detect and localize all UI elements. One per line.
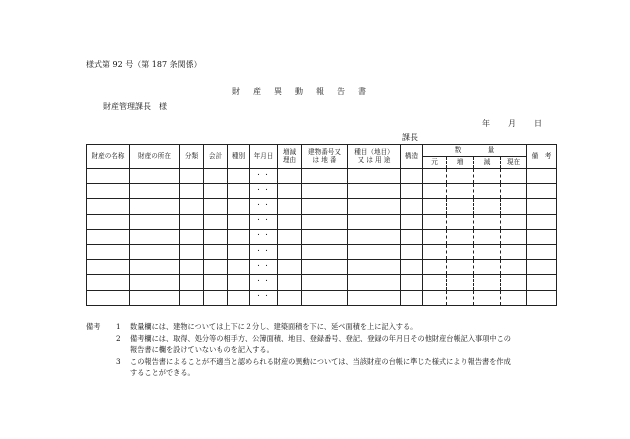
- table-cell: [302, 169, 348, 184]
- table-row: [87, 244, 557, 259]
- col-header-name: 財産の名称: [87, 145, 130, 169]
- table-cell: [401, 229, 423, 244]
- table-cell: [474, 260, 501, 275]
- title-char: 報: [316, 87, 324, 96]
- title-char: 動: [295, 87, 303, 96]
- table-cell: [447, 290, 474, 305]
- table-cell: [180, 290, 204, 305]
- table-cell: ・・: [250, 184, 278, 199]
- table-cell: [348, 199, 401, 214]
- header-line: 建物番号又: [308, 147, 341, 156]
- table-cell: [278, 214, 302, 229]
- table-cell: [501, 184, 527, 199]
- table-cell: [474, 244, 501, 259]
- note-continuation: [86, 344, 511, 356]
- table-cell: [348, 275, 401, 290]
- note-number: 2: [116, 333, 121, 343]
- table-cell: [302, 275, 348, 290]
- table-cell: [130, 275, 180, 290]
- table-cell: [474, 214, 501, 229]
- table-cell: [501, 229, 527, 244]
- table-cell: ・・: [250, 260, 278, 275]
- col-header-location: 財産の所在: [130, 145, 180, 169]
- table-cell: [87, 244, 130, 259]
- table-cell: ・・: [250, 244, 278, 259]
- table-cell: [204, 290, 228, 305]
- table-cell: [527, 199, 557, 214]
- note-item: [86, 321, 511, 333]
- table-cell: [447, 199, 474, 214]
- date-line: [482, 118, 560, 129]
- table-cell: [423, 244, 447, 259]
- table-cell: [180, 260, 204, 275]
- note-text: することができる。: [130, 368, 195, 378]
- table-cell: [423, 169, 447, 184]
- table-cell: [204, 214, 228, 229]
- note-item: [86, 333, 511, 345]
- notes-lead: 備考: [86, 322, 101, 331]
- title-char: 財: [232, 87, 240, 96]
- table-cell: [204, 229, 228, 244]
- table-cell: [423, 229, 447, 244]
- table-cell: [180, 244, 204, 259]
- table-cell: ・・: [250, 214, 278, 229]
- note-continuation: [86, 367, 511, 379]
- title-char: 書: [358, 87, 366, 96]
- table-cell: [228, 184, 250, 199]
- table-cell: [302, 199, 348, 214]
- year-label: 年: [482, 119, 490, 128]
- col-header-structure: 構造: [401, 145, 423, 169]
- table-cell: [130, 214, 180, 229]
- table-cell: [348, 244, 401, 259]
- table-cell: [302, 244, 348, 259]
- table-cell: [302, 290, 348, 305]
- table-cell: [501, 169, 527, 184]
- table-row: [87, 229, 557, 244]
- table-cell: [87, 275, 130, 290]
- table-row: [87, 260, 557, 275]
- table-cell: [87, 199, 130, 214]
- table-cell: [348, 290, 401, 305]
- table-cell: [302, 214, 348, 229]
- table-cell: [87, 169, 130, 184]
- table-cell: [348, 184, 401, 199]
- table-cell: [423, 214, 447, 229]
- table-cell: [228, 229, 250, 244]
- qty-header-increase: 増: [447, 157, 474, 169]
- table-cell: ・・: [250, 275, 278, 290]
- table-cell: [447, 169, 474, 184]
- note-text: 数量欄には、建物については上下に２分し、建築面積を下に、延べ面積を上に記入する。: [130, 322, 418, 331]
- table-cell: [501, 290, 527, 305]
- col-header-accounting: 会計: [204, 145, 228, 169]
- table-cell: [401, 184, 423, 199]
- table-cell: [423, 199, 447, 214]
- table-cell: [130, 229, 180, 244]
- table-cell: [423, 184, 447, 199]
- table-cell: [423, 290, 447, 305]
- table-cell: [180, 169, 204, 184]
- table-cell: [348, 214, 401, 229]
- table-cell: [348, 229, 401, 244]
- table-body: [87, 169, 557, 306]
- table-cell: [501, 214, 527, 229]
- table-row: [87, 275, 557, 290]
- table-cell: [228, 199, 250, 214]
- table-cell: [401, 244, 423, 259]
- table-cell: [204, 199, 228, 214]
- table-cell: [447, 229, 474, 244]
- table-cell: [447, 275, 474, 290]
- table-cell: [527, 169, 557, 184]
- note-text: この報告書によることが不適当と認められる財産の異動については、当該財産の台帳に準じた様式により報告書を作成: [130, 356, 511, 366]
- table-cell: [130, 290, 180, 305]
- table-cell: [87, 260, 130, 275]
- table-cell: ・・: [250, 169, 278, 184]
- table-cell: [130, 184, 180, 199]
- note-number: 1: [116, 322, 121, 331]
- note-item: [86, 356, 511, 368]
- header-row: [87, 145, 557, 157]
- table-cell: [87, 184, 130, 199]
- table-cell: [501, 275, 527, 290]
- header-line: 理由: [282, 155, 297, 164]
- table-cell: [401, 275, 423, 290]
- table-cell: [180, 229, 204, 244]
- table-cell: [180, 214, 204, 229]
- table-cell: [87, 290, 130, 305]
- table-cell: [228, 169, 250, 184]
- table-cell: [130, 244, 180, 259]
- notes-section: [86, 321, 511, 379]
- table-cell: [130, 260, 180, 275]
- note-text: 備考欄には、取得、処分等の相手方、公簿面積、地目、登録番号、登記、登録の年月日その他財産台帳記入事項中この: [130, 333, 511, 343]
- table-cell: [278, 229, 302, 244]
- table-row: [87, 169, 557, 184]
- table-cell: [228, 260, 250, 275]
- table-row: [87, 290, 557, 305]
- table-cell: [87, 214, 130, 229]
- col-header-reason: [278, 145, 302, 169]
- table-cell: [302, 260, 348, 275]
- qty-header-current: 現在: [501, 157, 527, 169]
- table-cell: [130, 169, 180, 184]
- table-row: [87, 214, 557, 229]
- table-cell: [278, 290, 302, 305]
- table-cell: [527, 214, 557, 229]
- note-text: 報告書に欄を設けていないものを記入する。: [130, 345, 274, 355]
- table-cell: [204, 275, 228, 290]
- day-label: 日: [534, 119, 542, 128]
- table-cell: [278, 199, 302, 214]
- table-cell: ・・: [250, 290, 278, 305]
- table-cell: [302, 184, 348, 199]
- table-cell: [401, 169, 423, 184]
- table-cell: [447, 244, 474, 259]
- table-cell: [501, 260, 527, 275]
- property-change-table: [86, 144, 557, 306]
- table-cell: [180, 184, 204, 199]
- header-line: 増減: [282, 147, 297, 156]
- table-cell: [180, 199, 204, 214]
- document-title: [232, 86, 379, 97]
- qty-header-original: 元: [423, 157, 447, 169]
- table-cell: [278, 275, 302, 290]
- qty-header-decrease: 減: [474, 157, 501, 169]
- col-header-remarks: 備 考: [527, 145, 557, 169]
- table-cell: [87, 229, 130, 244]
- header-line: 又 は 用 途: [357, 155, 391, 164]
- table-cell: [278, 244, 302, 259]
- table-cell: [447, 184, 474, 199]
- table-cell: [527, 184, 557, 199]
- table-cell: [204, 244, 228, 259]
- table-cell: [401, 199, 423, 214]
- col-header-date: 年月日: [250, 145, 278, 169]
- table-cell: [130, 199, 180, 214]
- table-cell: [474, 275, 501, 290]
- col-header-building-number: [302, 145, 348, 169]
- table-cell: [348, 169, 401, 184]
- col-header-type: 種別: [228, 145, 250, 169]
- table-cell: [278, 184, 302, 199]
- table-cell: [278, 169, 302, 184]
- table-cell: [423, 260, 447, 275]
- table-cell: [348, 260, 401, 275]
- table-cell: [474, 169, 501, 184]
- table-cell: [278, 260, 302, 275]
- table-cell: [474, 184, 501, 199]
- table-row: [87, 199, 557, 214]
- title-char: 告: [337, 87, 345, 96]
- table-cell: ・・: [250, 229, 278, 244]
- table-cell: [180, 275, 204, 290]
- table-cell: [228, 214, 250, 229]
- table-cell: [423, 275, 447, 290]
- table-cell: [527, 290, 557, 305]
- table-cell: [527, 244, 557, 259]
- header-line: 種目（地目）: [354, 147, 394, 156]
- col-header-category: [348, 145, 401, 169]
- table-cell: [204, 260, 228, 275]
- table-cell: [474, 229, 501, 244]
- table-cell: [474, 290, 501, 305]
- table-cell: [527, 229, 557, 244]
- table-cell: [228, 275, 250, 290]
- header-line: は 地 番: [312, 155, 337, 164]
- title-char: 異: [274, 87, 282, 96]
- table-cell: [401, 214, 423, 229]
- table-cell: [228, 244, 250, 259]
- table-cell: [474, 199, 501, 214]
- recipient: 財産管理課長 様: [103, 102, 167, 111]
- table-cell: [527, 275, 557, 290]
- table-cell: [447, 260, 474, 275]
- table-cell: [527, 260, 557, 275]
- table-cell: [501, 199, 527, 214]
- title-char: 産: [253, 87, 261, 96]
- table-cell: [501, 244, 527, 259]
- col-header-quantity: 数 量: [423, 145, 527, 157]
- note-number: 3: [116, 356, 121, 366]
- col-header-classification: 分類: [180, 145, 204, 169]
- table-cell: [302, 229, 348, 244]
- table-row: [87, 184, 557, 199]
- month-label: 月: [508, 119, 516, 128]
- form-number: 様式第 92 号（第 187 条関係）: [86, 60, 202, 69]
- table-cell: ・・: [250, 199, 278, 214]
- table-cell: [447, 214, 474, 229]
- section-chief-label: 課長: [402, 133, 418, 142]
- table-cell: [204, 169, 228, 184]
- table-cell: [204, 184, 228, 199]
- table-cell: [401, 260, 423, 275]
- table-cell: [401, 290, 423, 305]
- table-cell: [228, 290, 250, 305]
